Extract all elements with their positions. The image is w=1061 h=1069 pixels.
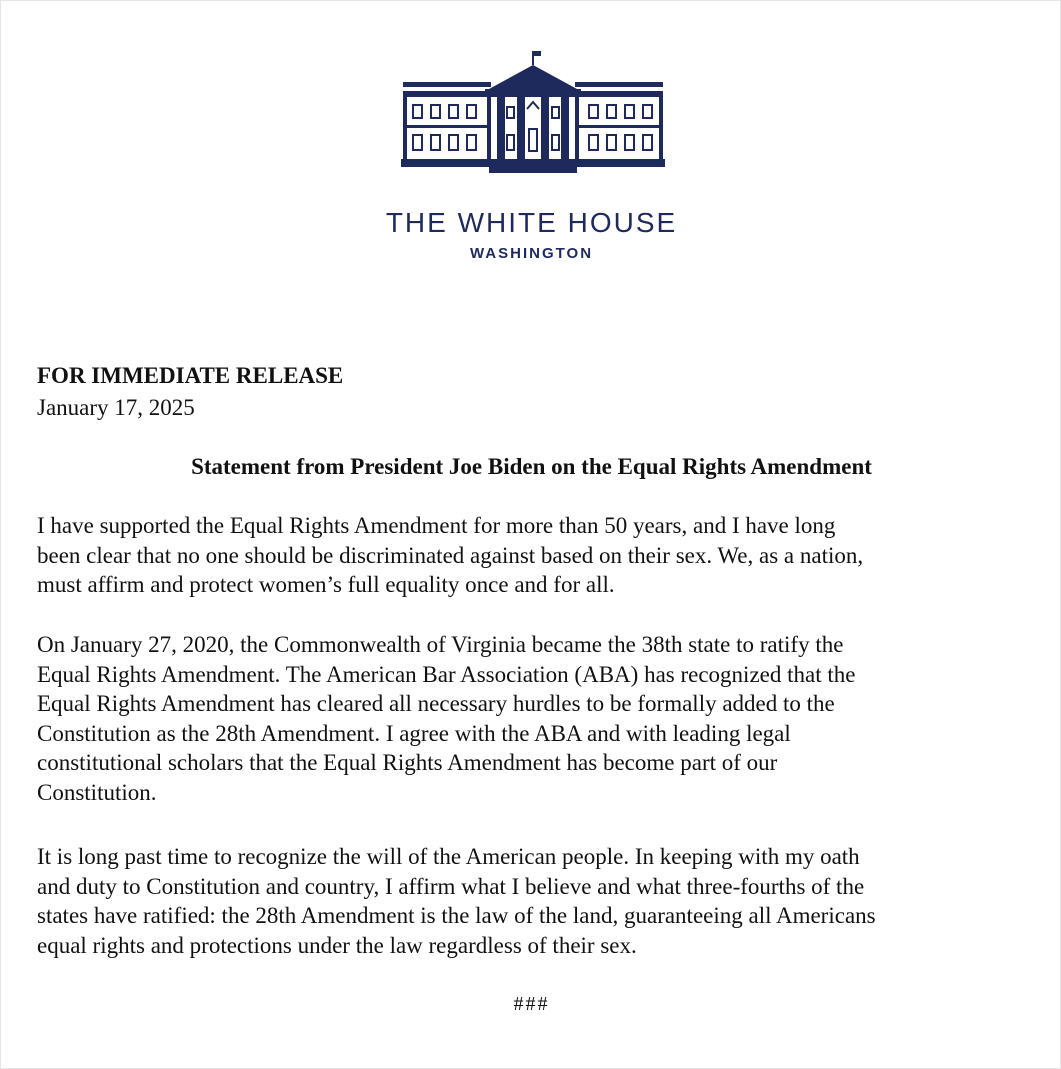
paragraph-line: Equal Rights Amendment. The American Bar Association (ABA) has recognized that the (37, 661, 856, 687)
paragraph-line: Constitution. (37, 779, 157, 805)
release-date: January 17, 2025 (37, 395, 195, 420)
paragraph-line: On January 27, 2020, the Commonwealth of Virginia became the 38th state to ratify the (37, 632, 844, 657)
paragraph-line: equal rights and protections under the law regardless of their sex. (37, 932, 637, 958)
paragraph-line: states have ratified: the 28th Amendment is the law of the land, guaranteeing all Americans (37, 903, 876, 928)
paragraph-line: Constitution as the 28th Amendment. I agree with the ABA and with leading legal (37, 720, 791, 746)
white-house-building-icon (399, 49, 667, 175)
paragraph-1 (37, 511, 1037, 600)
paragraph-line: constitutional scholars that the Equal Rights Amendment has become part of our (37, 750, 778, 775)
statement-headline: Statement from President Joe Biden on the Equal Rights Amendment (191, 454, 872, 479)
org-name: THE WHITE HOUSE (385, 207, 678, 238)
paragraph-2 (37, 630, 1037, 807)
end-mark: ### (513, 993, 550, 1015)
release-label: FOR IMMEDIATE RELEASE (37, 363, 344, 388)
paragraph-line: It is long past time to recognize the will of the American people. In keeping with my oath (37, 844, 860, 869)
paragraph-line: been clear that no one should be discriminated against based on their sex. We, as a nation, (37, 542, 864, 568)
paragraph-line: Equal Rights Amendment has cleared all necessary hurdles to be formally added to the (37, 691, 835, 716)
paragraph-3 (37, 842, 1037, 960)
paragraph-line: must affirm and protect women’s full equality once and for all. (37, 572, 615, 597)
paragraph-line: and duty to Constitution and country, I affirm what I believe and what three-fourths of the (37, 873, 865, 899)
paragraph-line: I have supported the Equal Rights Amendment for more than 50 years, and I have long (37, 513, 836, 538)
org-location: WASHINGTON (469, 245, 594, 262)
